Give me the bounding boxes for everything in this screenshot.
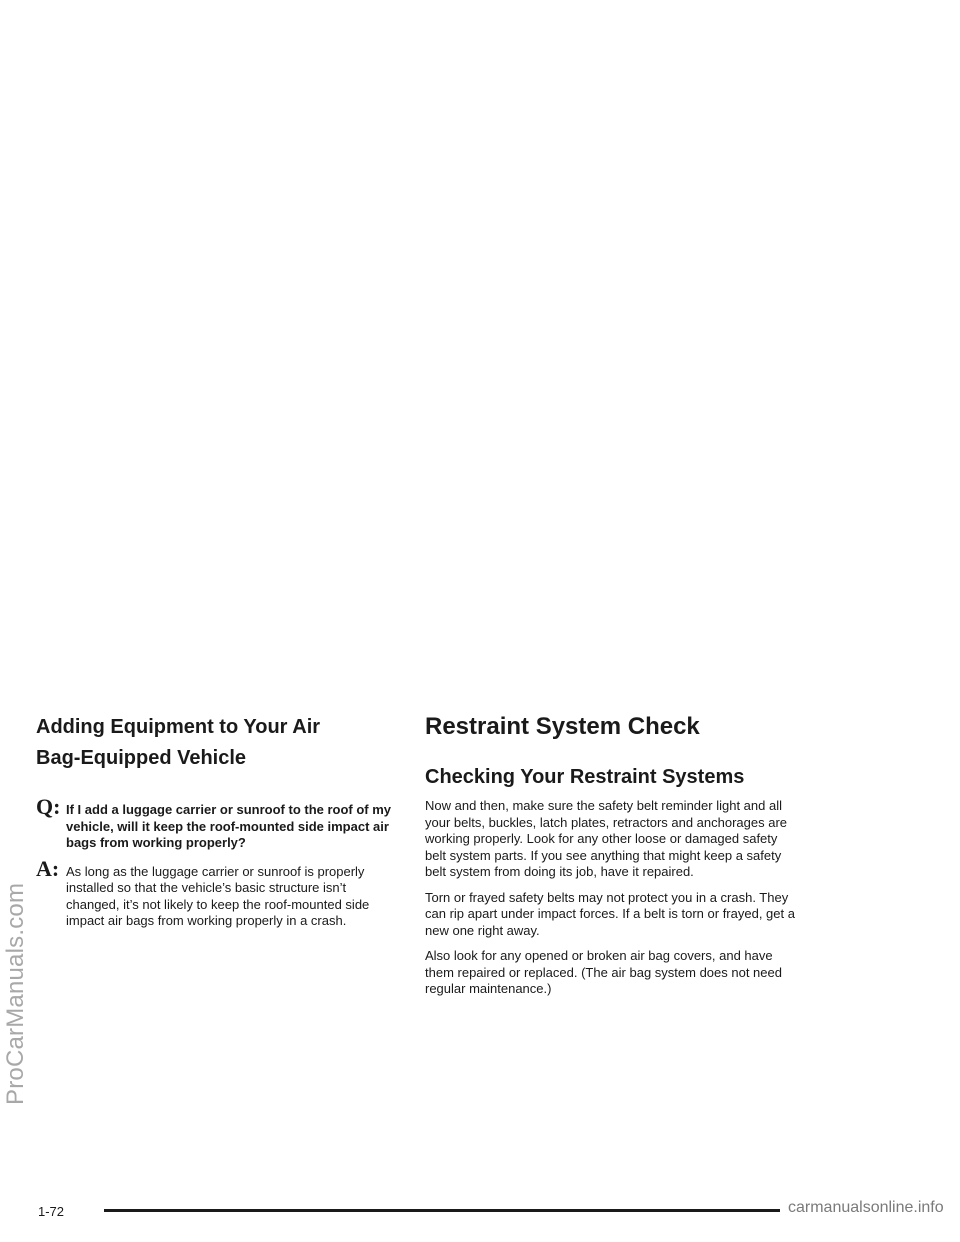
paragraph-2: Torn or frayed safety belts may not protect you in a crash. They can rip apart under impact forces. If a belt is torn or frayed, get a new one right away. [425, 889, 795, 938]
watermark-text: ProCarManuals.com [2, 882, 29, 1105]
question-block [36, 794, 401, 852]
page-number: 1-72 [38, 1204, 65, 1219]
answer-marker: A: [36, 855, 60, 881]
section-subtitle: Checking Your Restraint Systems [425, 766, 745, 788]
answer-block [36, 855, 401, 930]
right-column [425, 712, 795, 998]
footer-site-link[interactable]: carmanualsonline.info [788, 1199, 944, 1216]
question-marker: Q: [36, 794, 61, 819]
paragraph-1: Now and then, make sure the safety belt reminder light and all your belts, buckles, latch plates, retractors and anchorages are working properly. Look for any other loose or damaged safety belt system parts. If you see anything that might keep a safety belt system from doing its job, have it repaired. [425, 798, 788, 879]
question-text: If I add a luggage carrier or sunroof to the roof of my vehicle, will it keep the roof-mounted side impact air bags from working properly? [66, 802, 392, 850]
page-section-title: Restraint System Check [425, 713, 700, 740]
footer-rule [104, 1209, 780, 1212]
section-heading [36, 712, 401, 774]
heading-line-1: Adding Equipment to Your Air [36, 716, 321, 738]
heading-line-2: Bag-Equipped Vehicle [36, 747, 247, 769]
paragraph-3: Also look for any opened or broken air bag covers, and have them repaired or replaced. (The air bag system does not need regular maintenance.) [425, 948, 782, 996]
left-column [36, 712, 401, 930]
answer-text: As long as the luggage carrier or sunroof is properly installed so that the vehicle’s basic structure isn’t changed, it’s not likely to keep the roof-mounted side impact air bags from working properly in a crash. [66, 863, 370, 928]
